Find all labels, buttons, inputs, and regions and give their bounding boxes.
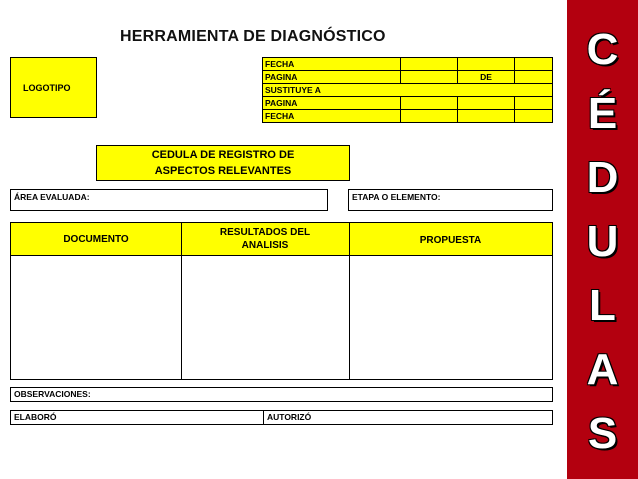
elaboro-label: ELABORÓ [14,412,57,422]
header-cell[interactable] [401,110,458,123]
header-cell-de: DE [458,71,515,84]
observaciones-label: OBSERVACIONES: [14,389,91,399]
logo-placeholder: LOGOTIPO [10,57,97,118]
side-letter: U [586,217,619,266]
etapa-elemento-field[interactable] [348,189,553,211]
elaboro-field[interactable] [10,410,264,425]
area-evaluada-label: ÁREA EVALUADA: [14,192,90,202]
autorizo-label: AUTORIZÓ [267,412,312,422]
header-cell[interactable] [458,110,515,123]
side-letter: É [587,89,618,138]
header-cell[interactable] [401,97,458,110]
header-cell[interactable] [515,58,553,71]
etapa-elemento-label: ETAPA O ELEMENTO: [352,192,441,202]
cedulas-side-banner [567,0,638,479]
header-cell[interactable] [515,110,553,123]
header-cell[interactable] [401,71,458,84]
header-label: FECHA [263,110,401,123]
header-label: SUSTITUYE A [263,84,553,97]
header-cell[interactable] [458,97,515,110]
observaciones-field[interactable] [10,387,553,402]
cedula-title-box [96,145,350,181]
header-cell[interactable] [515,71,553,84]
column-header-documento: DOCUMENTO [11,223,181,256]
column-header-propuesta: PROPUESTA [349,223,552,256]
column-header-resultados [181,223,349,256]
area-evaluada-field[interactable] [10,189,328,211]
header-label: FECHA [263,58,401,71]
side-letter: C [586,25,619,74]
analysis-grid [10,222,553,380]
header-row-pagina [263,71,553,84]
cedulas-vertical-text [567,18,638,466]
header-row-fecha [263,58,553,71]
header-row-fecha-2 [263,110,553,123]
header-label: PAGINA [263,71,401,84]
header-row-pagina-2 [263,97,553,110]
cedula-line-1: CEDULA DE REGISTRO DE [151,149,295,161]
form-title: HERRAMIENTA DE DIAGNÓSTICO [120,28,386,45]
side-letter: S [587,409,618,458]
resultados-line-2: ANALISIS [241,240,289,251]
header-cell[interactable] [401,58,458,71]
header-cell[interactable] [458,58,515,71]
column-divider [349,223,350,379]
side-letter: D [586,153,619,202]
side-letter: L [589,281,616,330]
header-info-table [262,57,553,123]
header-row-sustituye [263,84,553,97]
cedula-line-2: ASPECTOS RELEVANTES [154,165,292,177]
resultados-line-1: RESULTADOS DEL [219,227,311,238]
side-letter: A [586,345,619,394]
header-label: PAGINA [263,97,401,110]
column-divider [181,223,182,379]
autorizo-field[interactable] [263,410,553,425]
header-cell[interactable] [515,97,553,110]
